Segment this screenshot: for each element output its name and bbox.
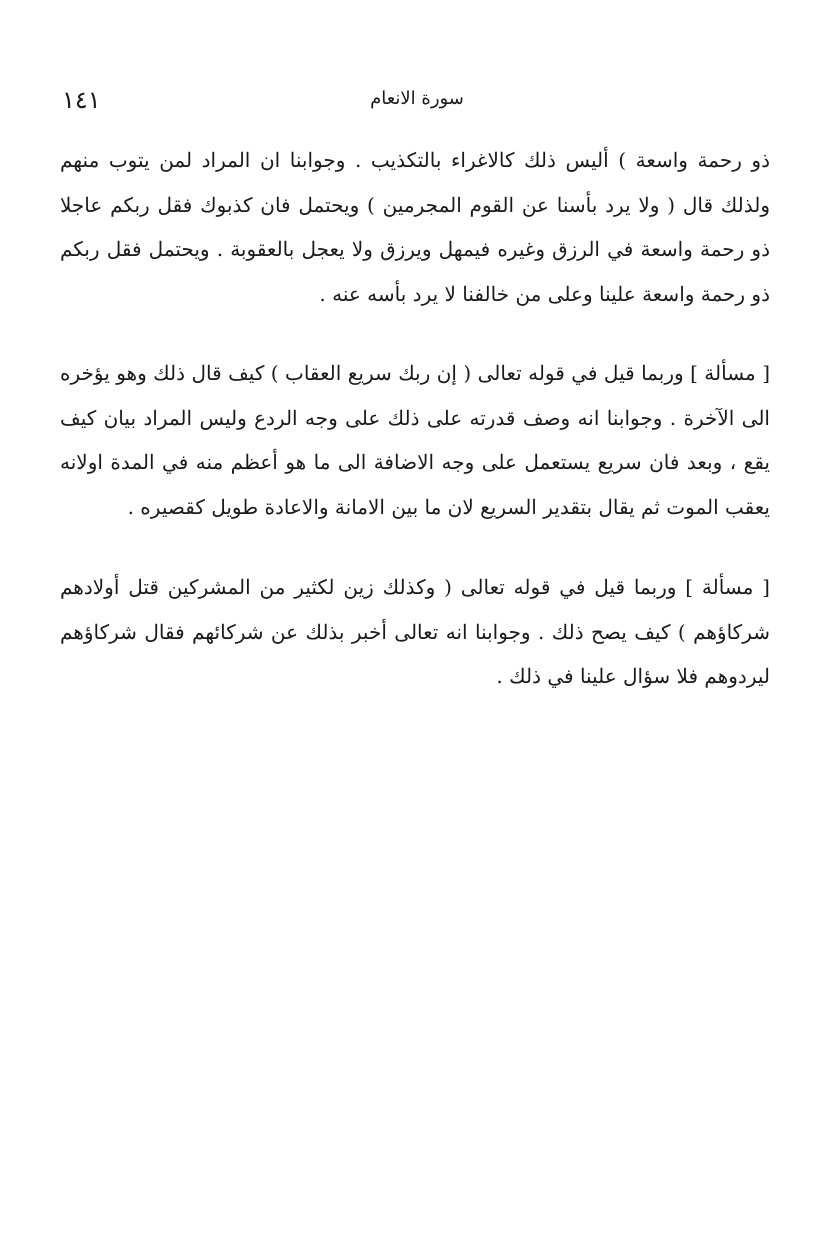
page-body [60, 138, 770, 699]
paragraph-2: [ مسألة ] وربما قيل في قوله تعالى ( إن ربك سريع العقاب ) كيف قال ذلك وهو يؤخره الى الآخرة . وجوابنا انه وصف قدرته على ذلك على وجه الردع وليس المراد بيان كيف يقع ، وبعد فان سريع يستعمل على وجه الاضافة الى ما هو أعظم منه في المدة اولانه يعقب الموت ثم يقال بتقدير السريع لان ما بين الامانة والاعادة طويل كقصيره . [60, 361, 770, 519]
surah-title: سورة الانعام [370, 88, 464, 109]
running-header [62, 82, 768, 118]
paragraph-3: [ مسألة ] وربما قيل في قوله تعالى ( وكذلك زين لكثير من المشركين قتل أولادهم شركاؤهم ) كيف يصح ذلك . وجوابنا انه تعالى أخبر بذلك عن شركائهم فقال شركاؤهم ليردوهم فلا سؤال علينا في ذلك . [60, 575, 770, 688]
paragraph-spacer [60, 316, 770, 351]
paragraph-spacer [60, 529, 770, 565]
page-number: ١٤١ [62, 86, 101, 114]
paragraph-1: ذو رحمة واسعة ) أليس ذلك كالاغراء بالتكذيب . وجوابنا ان المراد لمن يتوب منهم ولذلك قال ( ولا يرد بأسنا عن القوم المجرمين ) ويحتمل فان كذبوك فقل ربكم عاجلا ذو رحمة واسعة في الرزق وغيره فيمهل ويرزق ولا يعجل بالعقوبة . ويحتمل فقل ربكم ذو رحمة واسعة علينا وعلى من خالفنا لا يرد بأسه عنه . [60, 148, 770, 306]
